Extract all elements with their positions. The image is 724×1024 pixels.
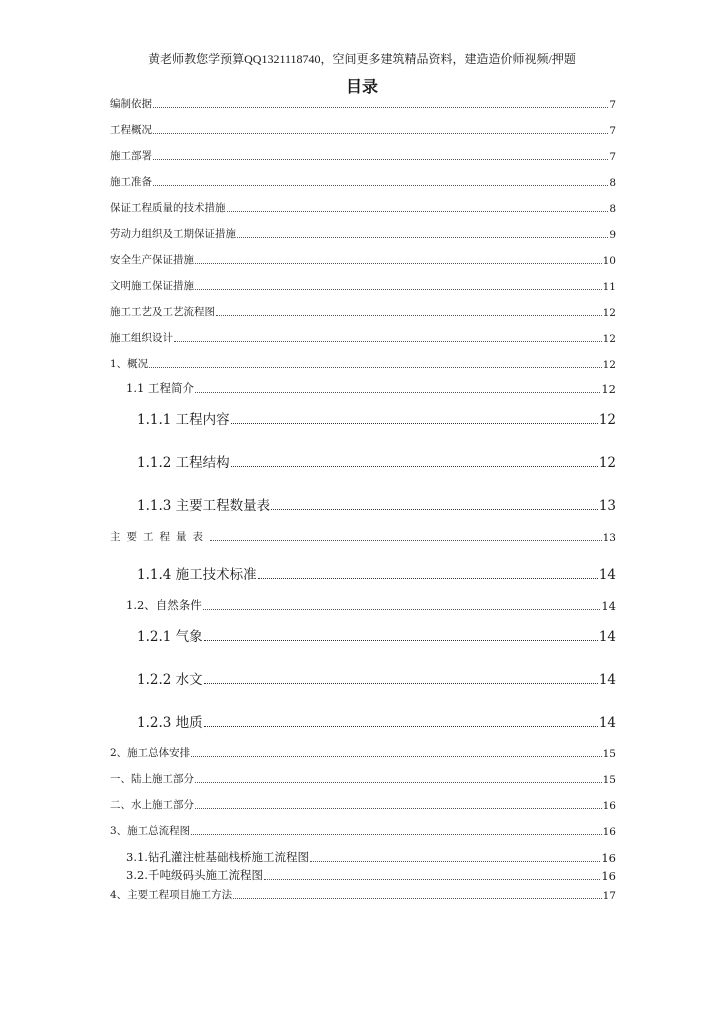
- toc-entry[interactable]: [110, 887, 616, 902]
- toc-page: 12: [598, 455, 616, 471]
- toc-leader: [149, 367, 601, 368]
- toc-page: 14: [598, 629, 616, 645]
- toc-leader: [195, 263, 602, 264]
- toc-leader: [203, 609, 601, 610]
- toc-entry[interactable]: [110, 174, 616, 189]
- toc-page: 7: [609, 151, 616, 163]
- toc-label: 3.2.千吨级码头施工流程图: [126, 868, 263, 882]
- toc-label: 劳动力组织及工期保证措施: [110, 228, 236, 240]
- toc-leader: [195, 782, 602, 783]
- toc-entry[interactable]: [110, 330, 616, 345]
- toc-entry[interactable]: [110, 771, 616, 786]
- toc-leader: [233, 898, 601, 899]
- toc-label: 工程概况: [110, 124, 152, 136]
- toc-leader: [227, 211, 609, 212]
- toc-label: 1.1.3 主要工程数量表: [137, 498, 271, 514]
- toc-entry[interactable]: [126, 849, 616, 865]
- toc-page: 12: [602, 359, 616, 371]
- toc-page: 14: [601, 599, 616, 613]
- toc-entry[interactable]: [110, 745, 616, 760]
- toc-leader: [191, 756, 601, 757]
- toc-page: 7: [609, 99, 616, 111]
- toc-leader: [310, 861, 600, 862]
- toc-page: 12: [601, 382, 616, 396]
- toc-label: 主要工程量表: [110, 531, 209, 543]
- toc-page: 12: [602, 333, 616, 345]
- toc-entry[interactable]: [137, 711, 616, 731]
- toc-page: 8: [609, 177, 616, 189]
- header-note: 黄老师教您学预算QQ1321118740，空间更多建筑精品资料，建造造价师视频/押题: [148, 52, 576, 66]
- toc-entry[interactable]: [110, 823, 616, 838]
- toc-page: 15: [602, 748, 616, 760]
- toc-page: 13: [602, 532, 616, 544]
- toc-entry[interactable]: [137, 625, 616, 645]
- toc-page: 14: [598, 715, 616, 731]
- toc-page: 13: [598, 498, 616, 514]
- toc-label: 1.2、自然条件: [126, 598, 202, 612]
- toc-page: 10: [602, 255, 616, 267]
- toc-label: 文明施工保证措施: [110, 280, 194, 292]
- toc-entry[interactable]: [110, 356, 616, 371]
- toc-page: 14: [598, 672, 616, 688]
- toc-leader: [191, 834, 601, 835]
- toc-entry[interactable]: [110, 226, 616, 241]
- toc-label: 施工组织设计: [110, 332, 173, 344]
- toc-label: 3、施工总流程图: [110, 825, 191, 837]
- toc-page: 9: [609, 229, 616, 241]
- toc-leader: [204, 726, 598, 727]
- toc-label: 编制依据: [110, 98, 152, 110]
- toc-page: 12: [602, 307, 616, 319]
- toc-leader: [216, 315, 602, 316]
- toc-page: 15: [602, 774, 616, 786]
- toc-entry[interactable]: [110, 252, 616, 267]
- toc-page: 7: [609, 125, 616, 137]
- toc-leader: [195, 392, 600, 393]
- toc-label: 1.2.3 地质: [137, 715, 203, 731]
- toc-label: 1.1 工程简介: [126, 381, 194, 395]
- toc-entry[interactable]: [110, 96, 616, 111]
- toc-page: 16: [601, 869, 616, 883]
- toc-label: 保证工程质量的技术措施: [110, 202, 226, 214]
- toc-entry[interactable]: [110, 797, 616, 812]
- toc-page: 11: [602, 281, 616, 293]
- toc-leader: [204, 640, 598, 641]
- toc-label: 施工部署: [110, 150, 152, 162]
- toc-label: 1.2.2 水文: [137, 672, 203, 688]
- toc-label: 安全生产保证措施: [110, 254, 194, 266]
- toc-leader: [231, 423, 598, 424]
- toc-leader: [271, 509, 598, 510]
- toc-label: 一、陆上施工部分: [110, 773, 194, 785]
- toc-entry[interactable]: [137, 563, 616, 583]
- toc-label: 1.1.4 施工技术标准: [137, 567, 257, 583]
- toc-entry[interactable]: [137, 494, 616, 514]
- toc-label: 1、概况: [110, 358, 149, 370]
- toc-label: 施工工艺及工艺流程图: [110, 306, 215, 318]
- toc-page: 8: [609, 203, 616, 215]
- toc-label: 1.1.2 工程结构: [137, 455, 230, 471]
- page-title: 目录: [345, 77, 378, 96]
- toc-label: 2、施工总体安排: [110, 747, 191, 759]
- toc-entry[interactable]: [110, 200, 616, 215]
- toc-page: 17: [602, 890, 616, 902]
- toc-leader: [153, 133, 608, 134]
- toc-page: 16: [602, 826, 616, 838]
- toc-entry[interactable]: [137, 408, 616, 428]
- toc-label: 4、主要工程项目施工方法: [110, 889, 233, 901]
- toc-entry[interactable]: [137, 668, 616, 688]
- toc-leader: [153, 159, 608, 160]
- toc-entry[interactable]: [126, 380, 616, 396]
- toc-label: 1.2.1 气象: [137, 629, 203, 645]
- toc-page: 14: [598, 567, 616, 583]
- toc-leader: [174, 341, 602, 342]
- toc-page: 16: [601, 851, 616, 865]
- toc-leader: [204, 683, 598, 684]
- toc-leader: [264, 879, 600, 880]
- toc-label: 施工准备: [110, 176, 152, 188]
- toc-label: 3.1.钻孔灌注桩基础栈桥施工流程图: [126, 850, 309, 864]
- toc-leader: [237, 237, 608, 238]
- toc-entry[interactable]: [110, 529, 616, 544]
- toc-leader: [195, 289, 602, 290]
- toc-leader: [153, 107, 608, 108]
- toc-leader: [195, 808, 602, 809]
- toc-label: 二、水上施工部分: [110, 799, 194, 811]
- toc-leader: [210, 540, 602, 541]
- toc-label: 1.1.1 工程内容: [137, 412, 230, 428]
- toc-entry[interactable]: [126, 597, 616, 613]
- toc-page: 16: [602, 800, 616, 812]
- toc-page: 12: [598, 412, 616, 428]
- toc-entry[interactable]: [126, 867, 616, 883]
- toc-entry[interactable]: [110, 122, 616, 137]
- toc-leader: [231, 466, 598, 467]
- toc-entry[interactable]: [110, 304, 616, 319]
- toc-leader: [153, 185, 608, 186]
- toc-leader: [258, 578, 598, 579]
- toc-entry[interactable]: [110, 148, 616, 163]
- toc-entry[interactable]: [110, 278, 616, 293]
- toc-entry[interactable]: [137, 451, 616, 471]
